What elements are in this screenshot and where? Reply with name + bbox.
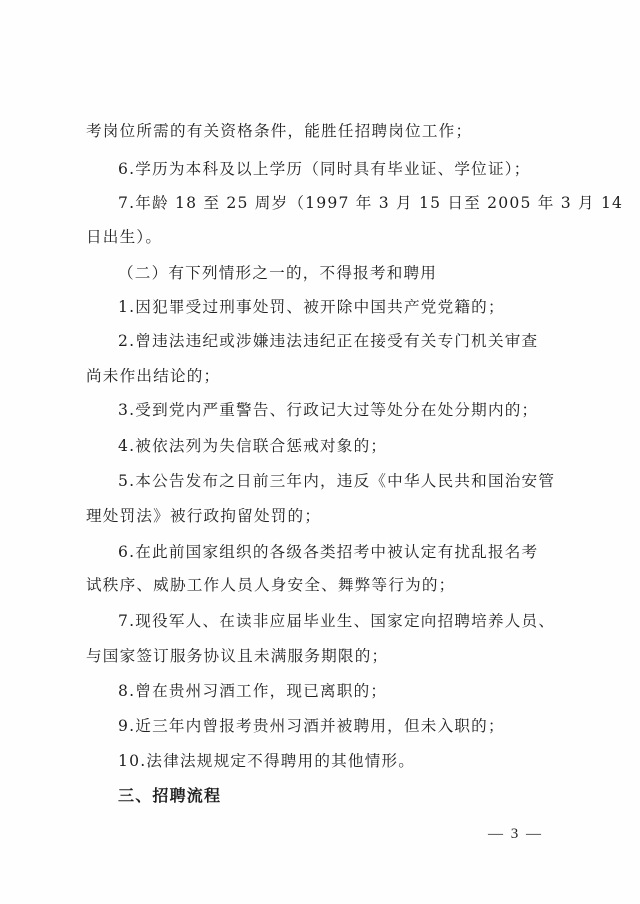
requirement-item-7: 7.年龄 18 至 25 周岁（1997 年 3 月 15 日至 2005 年 3 月 14 — [118, 194, 624, 212]
page-number: — 3 — — [488, 826, 543, 842]
exclusion-item-2-continuation: 尚未作出结论的； — [86, 367, 221, 385]
exclusion-item-7-continuation: 与国家签订服务协议且未满服务期限的； — [86, 647, 389, 665]
exclusion-item-9: 9.近三年内曾报考贵州习酒并被聘用，但未入职的； — [118, 717, 505, 735]
text-line-continuation: 考岗位所需的有关资格条件，能胜任招聘岗位工作； — [86, 122, 473, 140]
exclusion-item-10: 10.法律法规规定不得聘用的其他情形。 — [118, 752, 416, 770]
section-heading: 三、招聘流程 — [118, 786, 222, 805]
exclusion-item-2: 2.曾违法违纪或涉嫌违法违纪正在接受有关专门机关审查 — [118, 332, 539, 350]
exclusion-item-6-continuation: 试秩序、威胁工作人员人身安全、舞弊等行为的； — [86, 576, 456, 594]
exclusion-item-1: 1.因犯罪受过刑事处罚、被开除中国共产党党籍的； — [118, 298, 505, 316]
exclusion-item-8: 8.曾在贵州习酒工作，现已离职的； — [118, 682, 388, 700]
exclusion-item-6: 6.在此前国家组织的各级各类招考中被认定有扰乱报名考 — [118, 543, 539, 561]
exclusion-item-5-continuation: 理处罚法》被行政拘留处罚的； — [86, 507, 322, 525]
exclusion-item-7: 7.现役军人、在读非应届毕业生、国家定向招聘培养人员、 — [118, 612, 556, 630]
requirement-item-7-continuation: 日出生）。 — [86, 228, 163, 246]
exclusion-item-4: 4.被依法列为失信联合惩戒对象的； — [118, 437, 388, 455]
exclusion-item-3: 3.受到党内严重警告、行政记大过等处分在处分期内的； — [118, 401, 539, 419]
requirement-item-6: 6.学历为本科及以上学历（同时具有毕业证、学位证）； — [118, 160, 531, 178]
exclusion-item-5: 5.本公告发布之日前三年内，违反《中华人民共和国治安管 — [118, 472, 556, 490]
subsection-heading: （二）有下列情形之一的，不得报考和聘用 — [118, 264, 438, 282]
